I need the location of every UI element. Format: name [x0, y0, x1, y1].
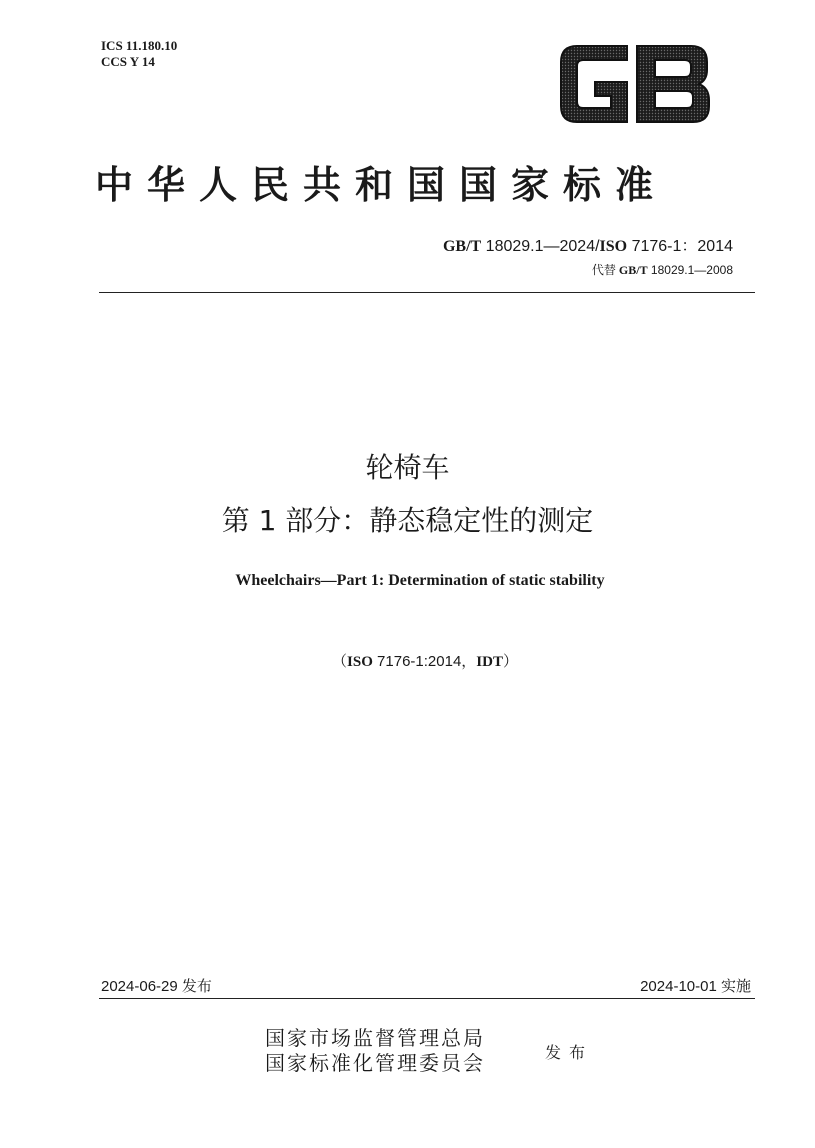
replaces-number: 18029.1—2008: [647, 263, 733, 277]
document-subtitle: 第 1 部分：静态稳定性的测定: [221, 504, 594, 537]
english-title: Wheelchairs—Part 1: Determination of static stability: [235, 572, 605, 589]
document-title: 轮椅车: [365, 451, 450, 484]
issuer-sac: 国家标准化管理委员会: [265, 1051, 485, 1075]
standard-number: [443, 233, 733, 256]
iso-ref-iso: ISO: [347, 654, 373, 670]
classification-codes: [101, 38, 177, 70]
standard-number-iso: ISO: [599, 238, 628, 255]
iso-ref-number: 7176-1:2014，: [372, 653, 477, 670]
standard-number-prefix: GB/T: [442, 238, 482, 255]
publication-date: 2024-06-29 发布: [101, 978, 212, 995]
national-standard-title: 中华人民共和国国家标准: [95, 162, 668, 207]
top-divider: [99, 292, 755, 293]
gb-logo: [555, 40, 715, 128]
standard-number-tail: 7176-1：2014: [627, 238, 733, 255]
replaces-label: 代替: [591, 263, 616, 277]
issue-label: 发布: [545, 1043, 594, 1062]
implementation-date: 2024-10-01 实施: [640, 978, 751, 995]
iso-ref-idt: IDT: [476, 654, 503, 670]
standard-number-main: 18029.1—2024/: [481, 238, 600, 255]
replaces-standard: [592, 261, 733, 278]
bottom-divider: [99, 998, 755, 999]
ics-code: ICS 11.180.10: [101, 38, 178, 53]
ccs-code: CCS Y 14: [101, 54, 155, 69]
issuing-authorities: [265, 1026, 485, 1076]
replaces-gbt: GB/T: [615, 263, 648, 277]
iso-reference: [0, 650, 815, 671]
issuer-samr: 国家市场监督管理总局: [265, 1026, 485, 1050]
iso-ref-close: ）: [502, 653, 518, 670]
iso-ref-open: （: [332, 653, 348, 670]
gb-logo-graphic: [555, 40, 715, 128]
